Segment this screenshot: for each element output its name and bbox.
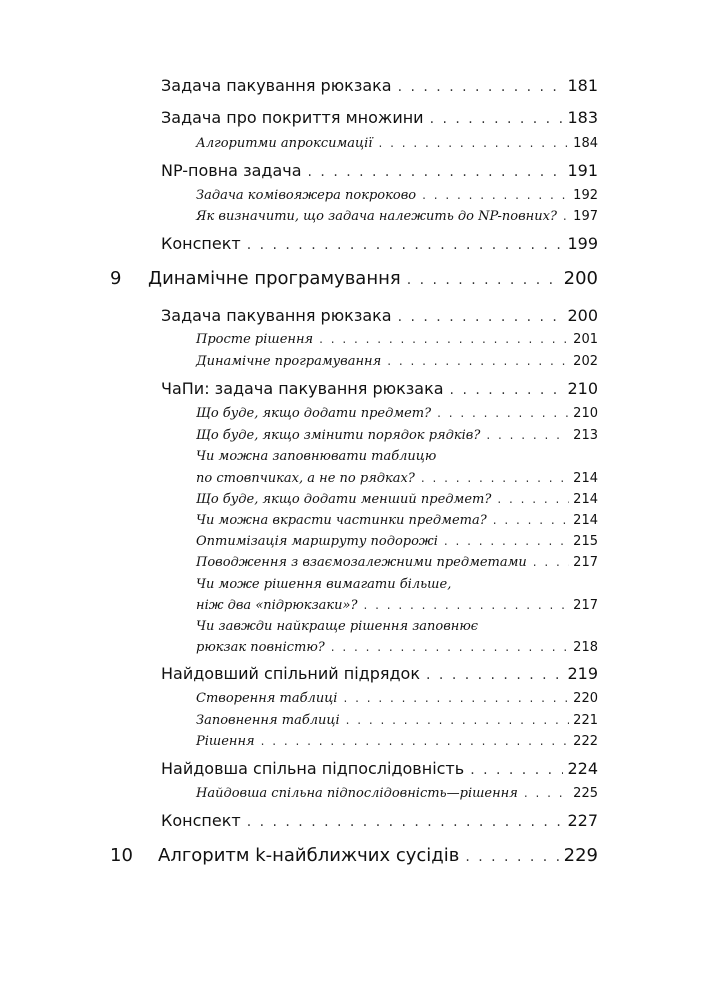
toc-page-number: 220 bbox=[573, 691, 598, 706]
leader-dots bbox=[486, 428, 569, 442]
leader-dots bbox=[533, 555, 569, 569]
leader-dots bbox=[444, 534, 569, 548]
toc-title: Чи можна вкрасти частинки предмета? bbox=[196, 513, 487, 528]
toc-title: Що буде, якщо змінити порядок рядків? bbox=[196, 428, 481, 443]
leader-dots bbox=[247, 814, 564, 830]
toc-title: Задача пакування рюкзака bbox=[161, 306, 392, 325]
toc-section bbox=[0, 306, 720, 325]
chapter-number: 10 bbox=[110, 845, 133, 866]
toc-section bbox=[0, 664, 720, 683]
toc-subsection bbox=[0, 136, 720, 151]
toc-title-line1: Чи може рішення вимагати більше, bbox=[196, 577, 452, 592]
toc-subsection bbox=[0, 428, 720, 443]
toc-page-number: 181 bbox=[567, 76, 598, 95]
toc-title: Алгоритм k-найближчих сусідів bbox=[158, 845, 460, 866]
toc-title-line1: Чи завжди найкраще рішення заповнює bbox=[196, 619, 479, 634]
toc-section bbox=[0, 76, 720, 95]
toc-title: Динамічне програмування bbox=[148, 268, 401, 289]
toc-title-line1: Чи можна заповнювати таблицю bbox=[196, 449, 437, 464]
toc-page-number: 202 bbox=[573, 354, 598, 369]
leader-dots bbox=[398, 79, 564, 95]
toc-page-number: 218 bbox=[573, 640, 598, 655]
leader-dots bbox=[524, 786, 569, 800]
toc-page-number: 221 bbox=[573, 713, 598, 728]
toc-page-number: 225 bbox=[573, 786, 598, 801]
toc-page-number: 199 bbox=[567, 234, 598, 253]
leader-dots bbox=[437, 406, 569, 420]
toc-page-number: 214 bbox=[573, 492, 598, 507]
chapter-number: 9 bbox=[110, 268, 122, 289]
toc-section bbox=[0, 811, 720, 830]
toc-subsection bbox=[0, 406, 720, 421]
toc-subsection bbox=[0, 713, 720, 728]
leader-dots bbox=[363, 598, 569, 612]
leader-dots bbox=[422, 188, 569, 202]
toc-title: Створення таблиці bbox=[196, 691, 338, 706]
toc-page-number: 219 bbox=[567, 664, 598, 683]
leader-dots bbox=[261, 734, 570, 748]
toc-subsection bbox=[0, 691, 720, 706]
toc-page-number: 217 bbox=[573, 555, 598, 570]
toc-page-number: 200 bbox=[567, 306, 598, 325]
toc-section bbox=[0, 234, 720, 253]
toc-title: Динамічне програмування bbox=[196, 354, 382, 369]
toc-subsection bbox=[0, 492, 720, 507]
toc-title: Найдовша спільна підпослідовність—рішення bbox=[196, 786, 518, 801]
leader-dots bbox=[247, 237, 564, 253]
toc-title: рюкзак повністю? bbox=[196, 640, 325, 655]
toc-title: Що буде, якщо додати менший предмет? bbox=[196, 492, 492, 507]
leader-dots bbox=[378, 136, 569, 150]
toc-page-number: 197 bbox=[573, 209, 598, 224]
toc-page-number: 229 bbox=[563, 845, 598, 866]
toc-page-number: 227 bbox=[567, 811, 598, 830]
leader-dots bbox=[470, 762, 563, 778]
toc-title: Задача комівояжера покроково bbox=[196, 188, 417, 203]
toc-subsection bbox=[0, 734, 720, 749]
toc-subsection bbox=[0, 534, 720, 549]
toc-subsection bbox=[0, 598, 720, 613]
leader-dots bbox=[398, 309, 564, 325]
leader-dots bbox=[430, 111, 564, 127]
leader-dots bbox=[421, 471, 569, 485]
toc-title: Що буде, якщо додати предмет? bbox=[196, 406, 432, 421]
leader-dots bbox=[493, 513, 569, 527]
toc-title: Поводження з взаємозалежними предметами bbox=[196, 555, 527, 570]
toc-subsection bbox=[0, 209, 720, 224]
toc-page-number: 191 bbox=[567, 161, 598, 180]
toc-title: по стовпчиках, а не по рядках? bbox=[196, 471, 415, 486]
toc-subsection bbox=[0, 786, 720, 801]
toc-page-number: 192 bbox=[573, 188, 598, 203]
toc-title: Заповнення таблиці bbox=[196, 713, 340, 728]
toc-title: Задача пакування рюкзака bbox=[161, 76, 392, 95]
toc-section bbox=[0, 161, 720, 180]
toc-chapter bbox=[0, 268, 720, 289]
toc-section bbox=[0, 759, 720, 778]
toc-page-number: 214 bbox=[573, 471, 598, 486]
leader-dots bbox=[426, 667, 563, 683]
leader-dots bbox=[331, 640, 569, 654]
toc-subsection bbox=[0, 555, 720, 570]
toc-page-number: 200 bbox=[563, 268, 598, 289]
toc-title: ніж два «підрюкзаки»? bbox=[196, 598, 358, 613]
toc-section bbox=[0, 379, 720, 398]
leader-dots bbox=[497, 492, 569, 506]
toc-subsection-first-line bbox=[0, 577, 720, 592]
toc-title: Найдовша спільна підпослідовність bbox=[161, 759, 465, 778]
toc-page-number: 184 bbox=[573, 136, 598, 151]
toc-page-number: 210 bbox=[567, 379, 598, 398]
toc-title: NP-повна задача bbox=[161, 161, 302, 180]
toc-page-number: 224 bbox=[567, 759, 598, 778]
toc-title: Найдовший спільний підрядок bbox=[161, 664, 421, 683]
toc-subsection bbox=[0, 332, 720, 347]
toc-title: Як визначити, що задача належить до NP-повних? bbox=[196, 209, 557, 224]
toc-section bbox=[0, 108, 720, 127]
toc-page-number: 222 bbox=[573, 734, 598, 749]
toc-subsection bbox=[0, 354, 720, 369]
toc-title: Задача про покриття множини bbox=[161, 108, 424, 127]
toc-page-number: 213 bbox=[573, 428, 598, 443]
leader-dots bbox=[343, 691, 569, 705]
toc-subsection-first-line bbox=[0, 449, 720, 464]
toc-title: Алгоритми апроксимації bbox=[196, 136, 373, 151]
toc-title: Конспект bbox=[161, 234, 241, 253]
toc-title: ЧаПи: задача пакування рюкзака bbox=[161, 379, 444, 398]
leader-dots bbox=[465, 849, 559, 865]
toc-title: Оптимізація маршруту подорожі bbox=[196, 534, 438, 549]
toc-title: Конспект bbox=[161, 811, 241, 830]
toc-page-number: 215 bbox=[573, 534, 598, 549]
toc-subsection bbox=[0, 471, 720, 486]
toc-subsection bbox=[0, 188, 720, 203]
leader-dots bbox=[387, 354, 569, 368]
leader-dots bbox=[308, 164, 564, 180]
toc-subsection bbox=[0, 513, 720, 528]
leader-dots bbox=[450, 382, 564, 398]
leader-dots bbox=[407, 272, 560, 288]
toc-subsection-first-line bbox=[0, 619, 720, 634]
leader-dots bbox=[563, 209, 569, 223]
toc-title: Просте рішення bbox=[196, 332, 314, 347]
toc-page-number: 210 bbox=[573, 406, 598, 421]
toc-page-number: 217 bbox=[573, 598, 598, 613]
toc-chapter bbox=[0, 845, 720, 866]
toc-title: Рішення bbox=[196, 734, 255, 749]
leader-dots bbox=[319, 332, 569, 346]
toc-page-number: 183 bbox=[567, 108, 598, 127]
toc-subsection bbox=[0, 640, 720, 655]
toc-page-number: 201 bbox=[573, 332, 598, 347]
toc-page-number: 214 bbox=[573, 513, 598, 528]
leader-dots bbox=[346, 713, 570, 727]
